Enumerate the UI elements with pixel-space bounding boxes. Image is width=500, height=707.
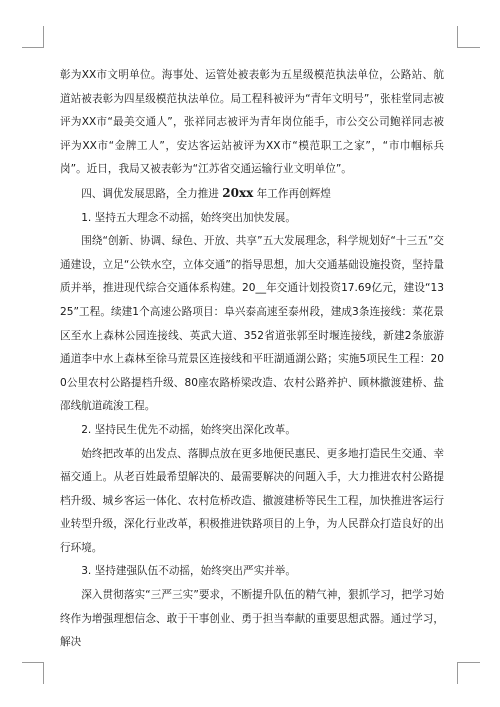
crop-mark-top-right-v xyxy=(457,26,458,48)
document-page xyxy=(60,64,444,655)
paragraph-team: 深入贯彻落实“三严三实”要求，不断提升队伍的精气神，狠抓学习，把学习始终作为增强理想信念、敢于干事创业、勇于担当奉献的重要思想武器。通过学习，解决 xyxy=(60,589,444,649)
crop-mark-bottom-right-h xyxy=(458,662,480,663)
section-heading-four xyxy=(60,182,444,207)
paragraph-reform: 始终把改革的出发点、落脚点放在更多地便民惠民、更多地打造民生交通、幸福交通上。从老百姓最希望解决的、最需要解决的问题入手，大力推进农村公路提档升级、城乡客运一体化、农村危桥改造、撤渡建桥等民生工程，加快推进客运行业转型升级，深化行业改革，积极推进铁路项目的上争，为人民群众打造良好的出行环境。 xyxy=(60,447,444,554)
crop-mark-top-right-h xyxy=(458,47,480,48)
crop-mark-top-left-h xyxy=(22,47,44,48)
crop-mark-bottom-left-h xyxy=(22,662,44,663)
heading-text-before: 四、调优发展思路，全力推进 xyxy=(81,187,223,200)
paragraph-awards: 彰为XX市文明单位。海事处、运管处被表彰为五星级模范执法单位，公路站、航道站被表彰为四星级模范执法单位。局工程科被评为“青年文明号”，张桂堂同志被评为XX市“最美交通人”，张祥同志被评为青年岗位能手，市公交公司鲍祥同志被评为XX市“金牌工人”，安达客运站被评为XX市“模范职工之家”，“市巾帼标兵岗”。近日，我局又被表彰为“江苏省交通运输行业文明单位”。 xyxy=(60,69,444,176)
subheading-two: 2. 坚持民生优先不动摇，始终突出深化改革。 xyxy=(81,423,296,436)
subheading-one: 1. 坚持五大理念不动摇，始终突出加快发展。 xyxy=(81,211,296,224)
heading-text-after: 年工作再创辉煌 xyxy=(253,187,331,200)
paragraph-development: 围绕“创新、协调、绿色、开放、共享”五大发展理念，科学规划好“十三五”交通建设，立足“公铁水空，立体交通”的指导思想，加大交通基础设施投资，坚持量质并举，推进现代综合交通体系构建。20__年交通计划投资17.69亿元，建设“1325”工程。续建1个高速公路项目：阜兴泰高速至泰州段，建成3条连接线：菜花景区至水上森林公园连接线、英武大道、352省道张郭至时堰连接线，新建2条旅游通道李中水上森林至徐马荒景区连接线和平旺湖通湖公路；实施5项民生工程：200公里农村公路提档升级、80座农路桥梁改造、农村公路养护、顾林撤渡建桥、盐邵线航道疏浚工程。 xyxy=(60,235,444,413)
heading-year: 20xx xyxy=(222,185,254,200)
crop-mark-top-left-v xyxy=(43,26,44,48)
crop-mark-bottom-left-v xyxy=(43,662,44,684)
crop-mark-bottom-right-v xyxy=(457,662,458,684)
subheading-three: 3. 坚持建强队伍不动摇，始终突出严实并举。 xyxy=(81,565,296,578)
